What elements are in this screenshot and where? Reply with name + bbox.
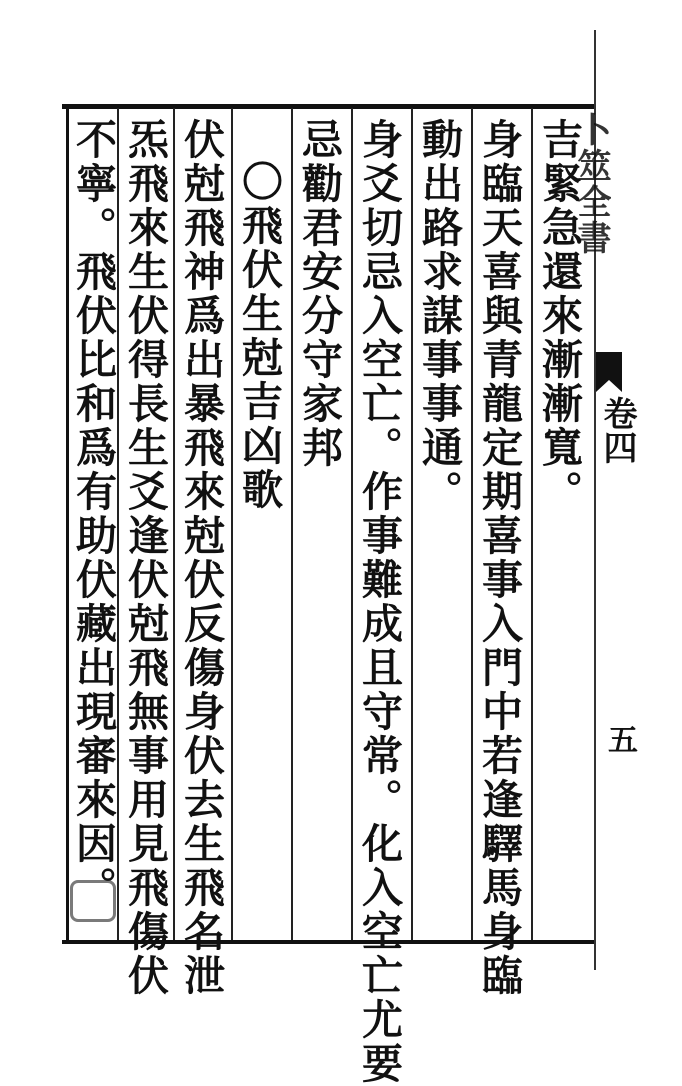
column-divider	[531, 108, 533, 940]
text-column: 動出路求謀事事通。	[415, 118, 463, 514]
book-title: 卜筮全書	[571, 112, 611, 256]
text-column: 身臨天喜與青龍定期喜事入門中若逢驛馬身臨	[475, 118, 523, 998]
column-divider	[471, 108, 473, 940]
stamp-mark-icon	[70, 880, 116, 922]
column-divider	[291, 108, 293, 940]
page-number: 五	[602, 724, 637, 754]
column-divider	[117, 108, 119, 940]
column-divider	[231, 108, 233, 940]
column-divider	[351, 108, 353, 940]
text-column: 忌勸君安分守家邦	[295, 118, 343, 470]
column-divider	[411, 108, 413, 940]
text-column: 身爻切忌入空亡。作事難成且守常。化入空亡尤要	[355, 118, 403, 1086]
fishtail-mark-icon	[596, 352, 622, 392]
text-column: 吉緊急還來漸漸寬。	[535, 118, 583, 514]
section-heading: 〇飛伏生尅吉凶歌	[235, 160, 283, 512]
column-divider	[173, 108, 175, 940]
top-frame-line	[62, 104, 594, 109]
text-column: 不寧。飛伏比和爲有助伏藏出現審來因。	[69, 118, 117, 910]
text-column: 伏尅飛神爲出暴飛來尅伏反傷身伏去生飛名泄	[177, 118, 225, 998]
volume-label: 卷四	[597, 396, 637, 464]
text-column: 炁飛來生伏得長生爻逢伏尅飛無事用見飛傷伏	[121, 118, 169, 998]
